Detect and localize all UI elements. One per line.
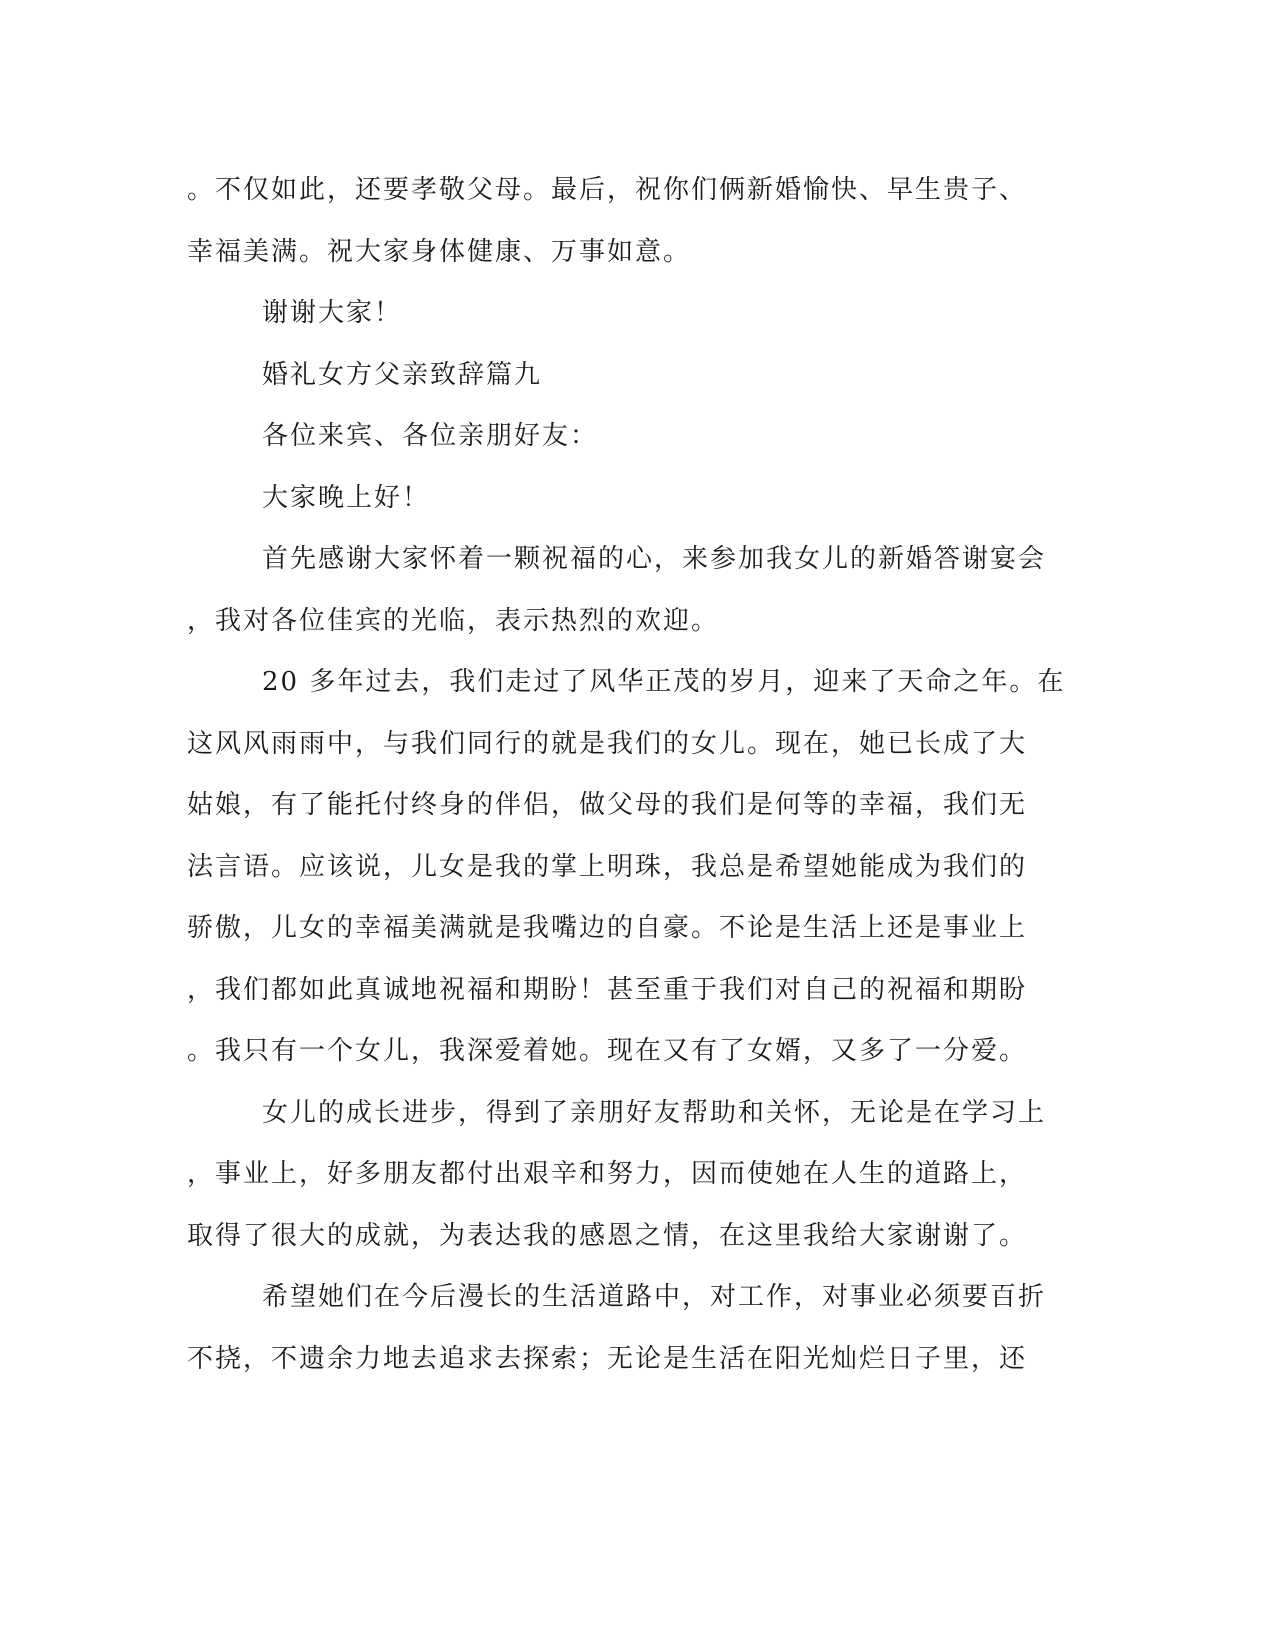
text-line: 姑娘，有了能托付终身的伴侣，做父母的我们是何等的幸福，我们无 <box>187 790 1028 820</box>
salutation: 各位来宾、各位亲朋好友： <box>262 421 599 451</box>
text-line: 首先感谢大家怀着一颗祝福的心，来参加我女儿的新婚答谢宴会 <box>262 544 1047 574</box>
greeting: 大家晚上好！ <box>262 482 431 513</box>
section-heading: 婚礼女方父亲致辞篇九 <box>262 359 543 390</box>
text-line: 幸福美满。祝大家身体健康、万事如意。 <box>187 236 692 267</box>
text-line: 。不仅如此，还要孝敬父母。最后，祝你们俩新婚愉快、早生贵子、 <box>187 175 1028 205</box>
text-line: 不挠，不遗余力地去追求去探索；无论是生活在阳光灿烂日子里，还 <box>187 1343 1028 1374</box>
text-line: 女儿的成长进步，得到了亲朋好友帮助和关怀，无论是在学习上 <box>262 1097 1047 1128</box>
text-line: 骄傲，儿女的幸福美满就是我嘴边的自豪。不论是生活上还是事业上 <box>187 913 1028 943</box>
text-line: 希望她们在今后漫长的生活道路中，对工作，对事业必须要百折 <box>262 1282 1047 1312</box>
document-body <box>187 160 1077 1390</box>
text-line: 法言语。应该说，儿女是我的掌上明珠，我总是希望她能成为我们的 <box>187 851 1028 882</box>
text-line: 取得了很大的成就，为表达我的感恩之情，在这里我给大家谢谢了。 <box>187 1220 1028 1251</box>
text-line: 这风风雨雨中，与我们同行的就是我们的女儿。现在，她已长成了大 <box>187 728 1028 759</box>
text-line: ，我对各位佳宾的光临，表示热烈的欢迎。 <box>187 605 720 636</box>
closing-thanks: 谢谢大家！ <box>262 298 403 328</box>
text-line: 20 多年过去，我们走过了风华正茂的岁月，迎来了天命之年。在 <box>262 667 1066 697</box>
text-line: ，我们都如此真诚地祝福和期盼！甚至重于我们对自己的祝福和期盼 <box>187 974 1028 1005</box>
text-line: ，事业上，好多朋友都付出艰辛和努力，因而使她在人生的道路上， <box>187 1159 1028 1189</box>
text-line: 。我只有一个女儿，我深爱着她。现在又有了女婿，又多了一分爱。 <box>187 1036 1028 1066</box>
